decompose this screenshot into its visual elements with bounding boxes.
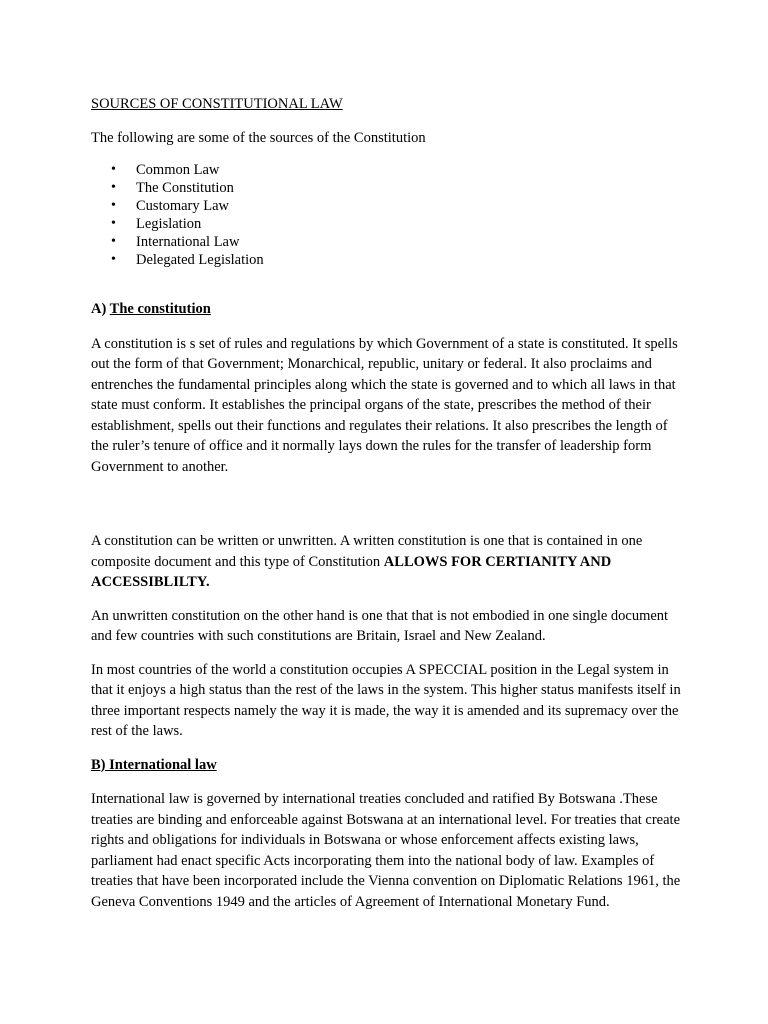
list-item (91, 197, 683, 215)
section-b-heading (91, 755, 683, 776)
document-body (91, 94, 683, 925)
section-a-heading-text: The constitution (109, 301, 211, 317)
section-a-paragraph-2-emphasis: ALLOWS FOR CERTIANITY AND ACCESSIBLILTY. (91, 553, 612, 590)
section-a-paragraph-2 (91, 531, 683, 593)
list-item (91, 161, 683, 179)
section-a-prefix: A) (91, 301, 110, 317)
bullet-icon: • (111, 234, 116, 249)
section-b-paragraph-1: International law is governed by international treaties concluded and ratified By Botswana .These treaties are binding and enforceable against Botswana at an international level. For treaties that create rights and obligations for individuals in Botswana or whose enforcement affects existing laws, parliament had enact specific Acts incorporating them into the national body of law. Examples of treaties that have been incorporated include the Vienna convention on Diplomatic Relations 1961, the Geneva Conventions 1949 and the articles of Agreement of International Monetary Fund. (91, 791, 681, 910)
list-item-label: The Constitution (136, 180, 234, 196)
list-item-label: International Law (136, 234, 240, 250)
list-item (91, 179, 683, 197)
section-a-paragraph-1: A constitution is s set of rules and regulations by which Government of a state is constituted. It spells out the form of that Government; Monarchical, republic, unitary or federal. It also proclaims and entrenches the fundamental principles along which the state is governed and to which all laws in that state must conform. It establishes the principal organs of the state, prescribes the method of their establishment, spells out their functions and regulates their relations. It also prescribes the length of the ruler’s tenure of office and it normally lays down the rules for the transfer of leadership form Government to another. (91, 335, 678, 475)
list-item-label: Common Law (136, 162, 220, 178)
list-item-label: Delegated Legislation (136, 252, 264, 268)
section-b-heading-text: B) International law (91, 756, 217, 773)
sources-list (91, 161, 683, 269)
bullet-icon: • (111, 162, 116, 177)
paragraph-spacer (91, 490, 683, 531)
bullet-icon: • (111, 180, 116, 195)
section-a-paragraph-4: In most countries of the world a constitution occupies A SPECCIAL position in the Legal system in that it enjoys a high status than the rest of the laws in the system. This higher status manifests itself in three important respects namely the way it is made, the way it is amended and its supremacy over the rest of the laws. (91, 661, 681, 739)
bullet-icon: • (111, 198, 116, 213)
document-title: SOURCES OF CONSTITUTIONAL LAW (91, 96, 343, 112)
section-a-heading (91, 299, 683, 320)
list-item-label: Legislation (136, 216, 202, 232)
list-item (91, 233, 683, 251)
list-item (91, 251, 683, 269)
list-item-label: Customary Law (136, 198, 230, 214)
intro-text: The following are some of the sources of the Constitution (91, 129, 426, 146)
list-item (91, 215, 683, 233)
bullet-icon: • (111, 216, 116, 231)
section-a-paragraph-3: An unwritten constitution on the other hand is one that that is not embodied in one single document and few countries with such constitutions are Britain, Israel and New Zealand. (91, 607, 669, 644)
section-a-paragraph-2-text: A constitution can be written or unwritten. A written constitution is one that is contained in one composite document and this type of Constitution (91, 533, 643, 570)
bullet-icon: • (111, 252, 116, 267)
